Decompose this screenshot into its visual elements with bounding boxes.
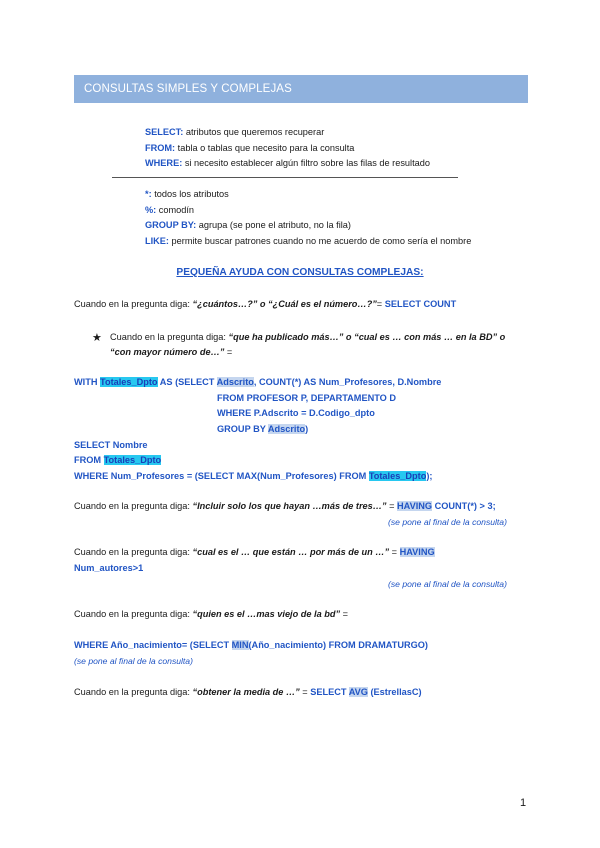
complex-queries-heading: PEQUEÑA AYUDA CON CONSULTAS COMPLEJAS: bbox=[176, 267, 424, 278]
definition-where: WHERE: si necesito establecer algún filtro sobre las filas de resultado bbox=[145, 158, 430, 168]
with-group-by-line: GROUP BY Adscrito) bbox=[217, 424, 309, 434]
tip-having-authors-line2: Num_autores>1 bbox=[74, 563, 144, 573]
tip-having-authors-note: (se pone al final de la consulta) bbox=[388, 579, 507, 589]
separator-line bbox=[112, 177, 458, 178]
tip-having-count: Cuando en la pregunta diga: “Incluir solo los que hayan …más de tres…” = HAVING COUNT(*) > 3; bbox=[74, 501, 496, 511]
definition-like: LIKE: permite buscar patrones cuando no me acuerdo de como sería el nombre bbox=[145, 236, 472, 246]
definition-group-by: GROUP BY: agrupa (se pone el atributo, no la fila) bbox=[145, 220, 351, 230]
star-bullet-icon: ★ bbox=[92, 332, 102, 344]
with-clause-line: WITH Totales_Dpto AS (SELECT Adscrito, COUNT(*) AS Num_Profesores, D.Nombre bbox=[74, 377, 442, 387]
where-line: WHERE Num_Profesores = (SELECT MAX(Num_Profesores) FROM Totales_Dpto); bbox=[74, 471, 433, 481]
section-banner bbox=[74, 75, 528, 103]
tip-having-authors: Cuando en la pregunta diga: “cual es el … que están … por más de un …” = HAVING bbox=[74, 547, 435, 557]
definition-select: SELECT: atributos que queremos recuperar bbox=[145, 127, 325, 137]
banner-title: CONSULTAS SIMPLES Y COMPLEJAS bbox=[84, 83, 292, 95]
definition-percent: %: comodín bbox=[145, 205, 195, 215]
with-from-line: FROM PROFESOR P, DEPARTAMENTO D bbox=[217, 393, 396, 403]
from-line: FROM Totales_Dpto bbox=[74, 455, 162, 465]
with-where-line: WHERE P.Adscrito = D.Codigo_dpto bbox=[217, 408, 375, 418]
tip-having-count-note: (se pone al final de la consulta) bbox=[388, 517, 507, 527]
definition-from: FROM: tabla o tablas que necesito para la consulta bbox=[145, 143, 355, 153]
min-query-note: (se pone al final de la consulta) bbox=[74, 656, 193, 666]
min-query-line: WHERE Año_nacimiento= (SELECT MIN(Año_nacimiento) FROM DRAMATURGO) bbox=[74, 640, 428, 650]
tip-most-line1: Cuando en la pregunta diga: “que ha publicado más…” o “cual es … con más … en la BD” o bbox=[110, 332, 506, 342]
tip-oldest: Cuando en la pregunta diga: “quien es el …mas viejo de la bd” = bbox=[74, 609, 348, 619]
page-number: 1 bbox=[520, 797, 527, 809]
tip-count: Cuando en la pregunta diga: “¿cuántos…?” o “¿Cuál es el número…?”= SELECT COUNT bbox=[74, 299, 457, 309]
definition-star: *: todos los atributos bbox=[145, 189, 229, 199]
select-line: SELECT Nombre bbox=[74, 440, 148, 450]
tip-most-line2: “con mayor número de…” = bbox=[110, 347, 233, 357]
tip-average: Cuando en la pregunta diga: “obtener la media de …” = SELECT AVG (EstrellasC) bbox=[74, 687, 422, 697]
